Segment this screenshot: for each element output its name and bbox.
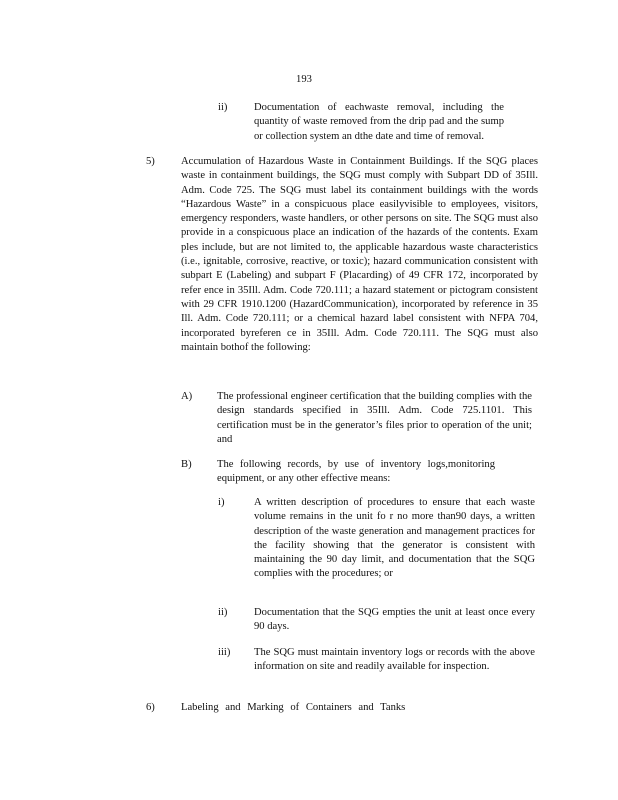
subsection-label: ii) bbox=[218, 102, 228, 113]
item-text: The following records, by use of inventory logs,monitoring equipment, or any other effective means: bbox=[217, 459, 495, 485]
item-label: B) bbox=[181, 459, 192, 470]
item-text: A written description of procedures to ensure that each waste volume remains in the unit fo r no more than90 days, a written description of the waste generation and management practices for the facility showing that the generator is consistent with maintaining the 90 day limit, and documentation that the SQG complies with the procedures; or bbox=[254, 497, 535, 580]
item-text: The professional engineer certification that the building complies with the design standards specified in 35Ill. Adm. Code 725.1101. This certification must be in the generator’s files prior to operation of the unit; and bbox=[217, 391, 532, 445]
item-label: i) bbox=[218, 497, 225, 508]
item-label: A) bbox=[181, 391, 193, 402]
section-label: 6) bbox=[146, 702, 155, 713]
item-label: ii) bbox=[218, 607, 228, 618]
section-heading: Labeling and Marking of Containers and Tanks bbox=[181, 702, 406, 713]
item-text: Documentation that the SQG empties the unit at least once every 90 days. bbox=[254, 607, 535, 633]
section-label: 5) bbox=[146, 156, 155, 167]
page-number bbox=[0, 73, 618, 87]
item-label: iii) bbox=[218, 647, 231, 658]
section-text: Accumulation of Hazardous Waste in Containment Buildings. If the SQG places waste in containment buildings, the SQG must comply with Subpart DD of 35Ill. Adm. Code 725. The SQG must label its containment buildings with the words “Hazardous Waste” in a conspicuous place easilyvisible to employees, visitors, emergency responders, waste handlers, or other persons on site. The SQG must also provide in a conspicuous place an indication of the hazards of the contents. Exam ples include, but are not limited to, the applicable hazardous waste characteristics (i.e., ignitable, corrosive, reactive, or toxic); hazard communication consistent with subpart E (Labeling) and subpart F (Placarding) of 49 CFR 172, incorporated by refer ence in 35Ill. Adm. Code 720.111; a hazard statement or pictogram consistent with 29 CFR 1910.1200 (HazardCommunication), incorporated by reference in 35 Ill. Adm. Code 720.111; or a chemical hazard label consistent with NFPA 704, incorporated byreferen ce in 35Ill. Adm. Code 720.111. The SQG must also maintain bothof the following: bbox=[181, 156, 538, 353]
page-number-text: 193 bbox=[296, 74, 312, 85]
subsection-text: Documentation of eachwaste removal, including the quantity of waste removed from the drip pad and the sump or collection system an dthe date and time of removal. bbox=[254, 102, 504, 142]
item-text: The SQG must maintain inventory logs or records with the above information on site and readily available for inspection. bbox=[254, 647, 535, 673]
